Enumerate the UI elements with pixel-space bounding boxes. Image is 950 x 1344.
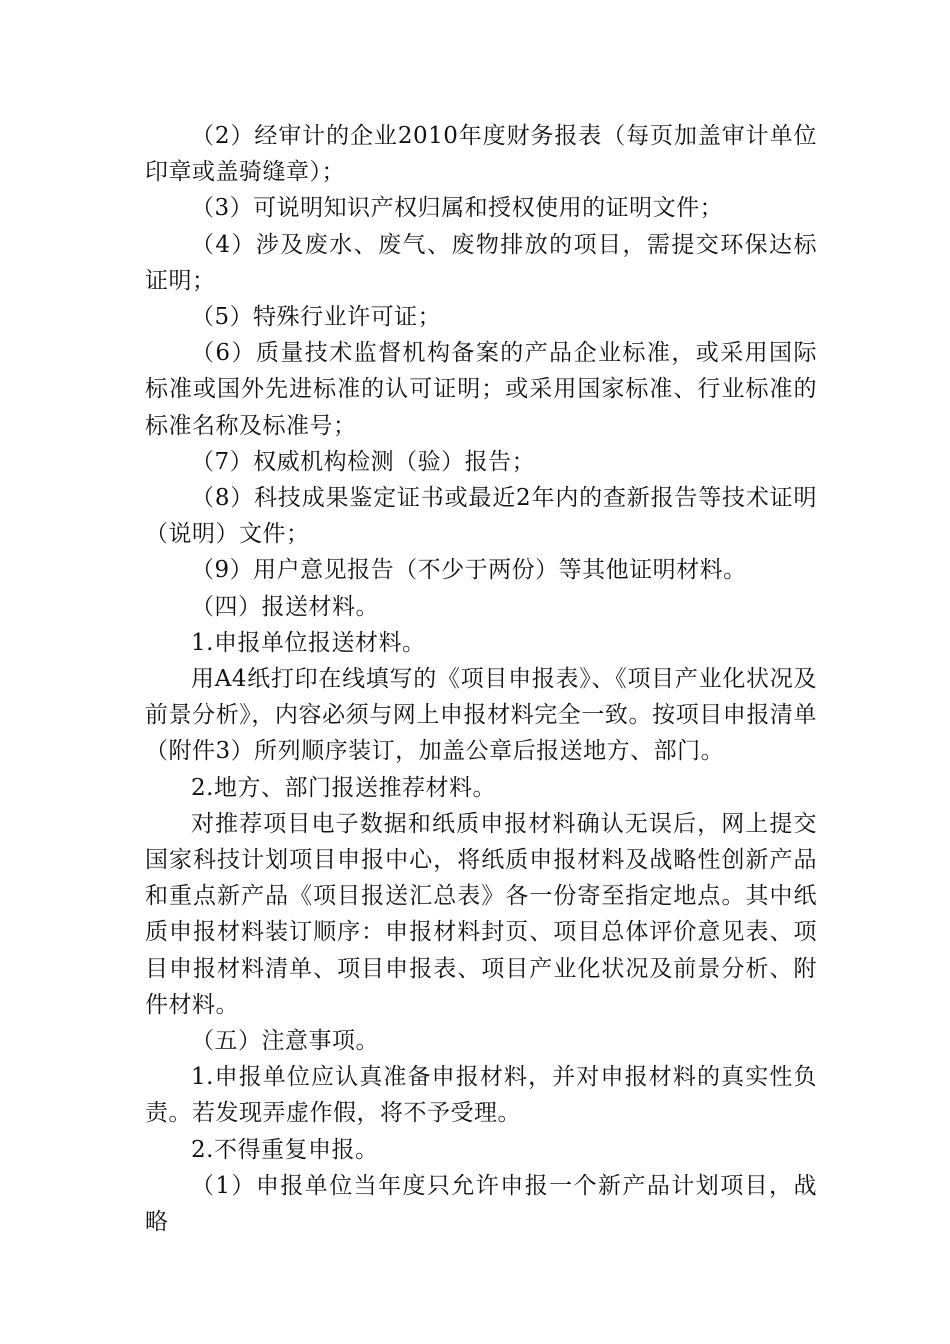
subheading-local-department-materials: 2.地方、部门报送推荐材料。 (191, 774, 496, 801)
paragraph-item-3-ip-certificates: （3）可说明知识产权归属和授权使用的证明文件； (191, 195, 724, 222)
paragraph-note-1-authenticity: 1.申报单位应认真准备申报材料，并对申报材料的真实性负责。若发现弄虚作假，将不予受理。 (145, 1064, 817, 1127)
paragraph-item-2-audited-financial-statements: （2）经审计的企业2010年度财务报表（每页加盖审计单位印章或盖骑缝章）； (145, 123, 817, 186)
paragraph-note-2-no-duplicate: 2.不得重复申报。 (191, 1136, 379, 1163)
paragraph-item-9-user-reports: （9）用户意见报告（不少于两份）等其他证明材料。 (191, 557, 747, 584)
paragraph-item-6-product-standards: （6）质量技术监督机构备案的产品企业标准，或采用国际标准或国外先进标准的认可证明；或采用国家标准、行业标准的标准名称及标准号； (145, 340, 817, 439)
paragraph-applicant-materials-detail: 用A4纸打印在线填写的《项目申报表》、《项目产业化状况及前景分析》，内容必须与网上申报材料完全一致。按项目申报清单（附件3）所列顺序装订，加盖公章后报送地方、部门。 (145, 666, 817, 765)
paragraph-item-8-technical-certificate: （8）科技成果鉴定证书或最近2年内的查新报告等技术证明（说明）文件； (145, 485, 817, 548)
section-heading-notes: （五）注意事项。 (191, 1028, 379, 1055)
document-body (145, 118, 817, 1240)
paragraph-item-5-industry-license: （5）特殊行业许可证； (191, 304, 442, 331)
paragraph-item-7-test-report: （7）权威机构检测（验）报告； (191, 448, 536, 475)
paragraph-item-4-environmental-certificate: （4）涉及废水、废气、废物排放的项目，需提交环保达标证明； (145, 231, 817, 294)
subheading-applicant-materials: 1.申报单位报送材料。 (191, 629, 426, 656)
section-heading-submission-materials: （四）报送材料。 (191, 593, 379, 620)
paragraph-note-2-1-single-project: （1）申报单位当年度只允许申报一个新产品计划项目，战略 (145, 1172, 817, 1236)
paragraph-local-department-materials-detail: 对推荐项目电子数据和纸质申报材料确认无误后，网上提交国家科技计划项目申报中心，将纸质申报材料及战略性创新产品和重点新产品《项目报送汇总表》各一份寄至指定地点。其中纸质申报材料装订顺序：申报材料封页、项目总体评价意见表、项目申报材料清单、项目申报表、项目产业化状况及前景分析、附件材料。 (145, 810, 817, 1018)
